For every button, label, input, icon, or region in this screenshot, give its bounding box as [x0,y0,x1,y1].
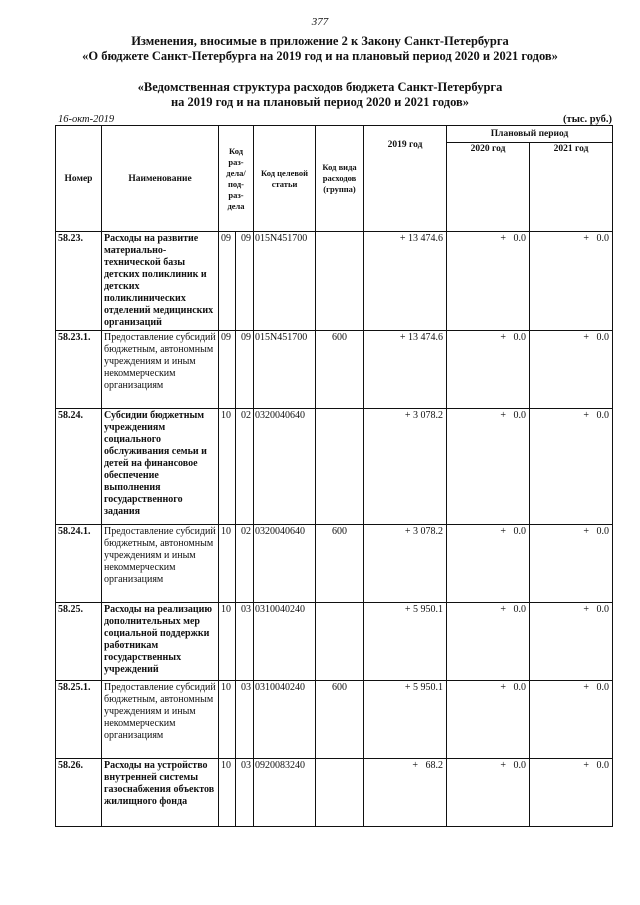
row-name: Расходы на развитие материально-технической базы детских поликлиник и детских поликлинических отделений медицинских организаций [102,232,219,331]
row-expense-type [316,603,364,681]
row-subsection: 09 [236,331,254,409]
row-value-2020: + 0.0 [447,603,530,681]
row-section: 10 [219,681,236,759]
row-number: 58.25.1. [56,681,102,759]
row-number: 58.24.1. [56,525,102,603]
row-expense-type: 600 [316,331,364,409]
row-section: 09 [219,331,236,409]
col-header-2021: 2021 год [530,143,613,232]
row-number: 58.25. [56,603,102,681]
row-target-code: 0920083240 [254,759,316,827]
row-value-2021: + 0.0 [530,681,613,759]
row-value-2019: + 3 078.2 [364,409,447,525]
row-number: 58.26. [56,759,102,827]
row-value-2021: + 0.0 [530,525,613,603]
row-number: 58.24. [56,409,102,525]
row-number: 58.23.1. [56,331,102,409]
row-target-code: 015N451700 [254,331,316,409]
row-expense-type: 600 [316,525,364,603]
document-date: 16-окт-2019 [58,114,115,125]
table-row [56,331,613,409]
row-section: 09 [219,232,236,331]
row-value-2020: + 0.0 [447,331,530,409]
row-name: Предоставление субсидий бюджетным, автономным учреждениям и иным некоммерческим организациям [102,525,219,603]
header-line-3: «Ведомственная структура расходов бюджета Санкт-Петербурга [137,80,503,94]
col-header-expense-type: Код вида расходов (группа) [316,126,364,232]
row-section: 10 [219,603,236,681]
table-row [56,603,613,681]
row-value-2021: + 0.0 [530,331,613,409]
row-subsection: 03 [236,603,254,681]
col-header-number: Номер [56,126,102,232]
col-header-target: Код целевой статьи [254,126,316,232]
table-row [56,759,613,827]
row-number: 58.23. [56,232,102,331]
row-value-2021: + 0.0 [530,409,613,525]
row-value-2019: + 3 078.2 [364,525,447,603]
row-name: Субсидии бюджетным учреждениям социального обслуживания семьи и детей на финансовое обеспечение выполнения государственного задания [102,409,219,525]
row-expense-type [316,232,364,331]
row-value-2021: + 0.0 [530,232,613,331]
header-line-2: «О бюджете Санкт-Петербурга на 2019 год и на плановый период 2020 и 2021 годов» [82,49,558,63]
col-header-2019: 2019 год [364,126,447,232]
row-expense-type: 600 [316,681,364,759]
table-row [56,681,613,759]
row-section: 10 [219,525,236,603]
row-name: Расходы на устройство внутренней системы газоснабжения объектов жилищного фонда [102,759,219,827]
row-subsection: 02 [236,409,254,525]
row-value-2019: + 5 950.1 [364,681,447,759]
row-target-code: 0310040240 [254,681,316,759]
row-section: 10 [219,409,236,525]
row-value-2020: + 0.0 [447,409,530,525]
row-subsection: 09 [236,232,254,331]
row-value-2020: + 0.0 [447,232,530,331]
table-row [56,409,613,525]
row-value-2021: + 0.0 [530,759,613,827]
row-target-code: 0310040240 [254,603,316,681]
row-expense-type [316,759,364,827]
header-line-4: на 2019 год и на плановый период 2020 и 2021 годов» [170,95,470,109]
row-value-2019: + 13 474.6 [364,331,447,409]
col-header-name: Наименование [102,126,219,232]
table-row [56,525,613,603]
row-value-2020: + 0.0 [447,681,530,759]
col-header-section: Код раз- дела/ под- раз- дела [219,126,254,232]
row-section: 10 [219,759,236,827]
row-name: Расходы на реализацию дополнительных мер социальной поддержки работникам государственных учреждений [102,603,219,681]
row-value-2020: + 0.0 [447,525,530,603]
col-header-planned: Плановый период [447,126,613,143]
row-target-code: 0320040640 [254,409,316,525]
row-subsection: 03 [236,759,254,827]
row-target-code: 015N451700 [254,232,316,331]
header-line-1: Изменения, вносимые в приложение 2 к Закону Санкт-Петербурга [131,34,509,48]
page-number: 377 [311,16,329,28]
row-value-2020: + 0.0 [447,759,530,827]
row-value-2019: + 13 474.6 [364,232,447,331]
table-row [56,232,613,331]
row-subsection: 02 [236,525,254,603]
row-name: Предоставление субсидий бюджетным, автономным учреждениям и иным некоммерческим организациям [102,331,219,409]
row-target-code: 0320040640 [254,525,316,603]
units-label: (тыс. руб.) [563,114,612,125]
col-header-2020: 2020 год [447,143,530,232]
row-name: Предоставление субсидий бюджетным, автономным учреждениям и иным некоммерческим организациям [102,681,219,759]
row-expense-type [316,409,364,525]
row-value-2019: + 5 950.1 [364,603,447,681]
row-value-2019: + 68.2 [364,759,447,827]
row-value-2021: + 0.0 [530,603,613,681]
budget-table [55,125,613,827]
row-subsection: 03 [236,681,254,759]
